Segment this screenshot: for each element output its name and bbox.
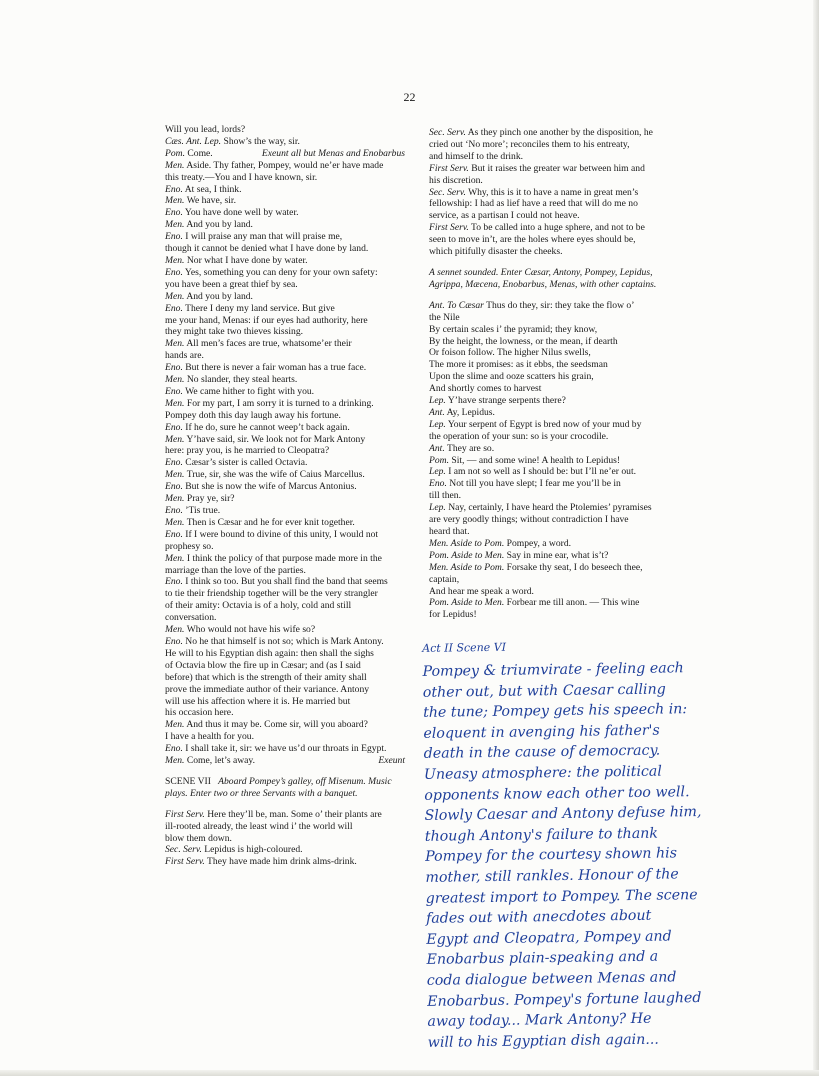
text-line (429, 562, 675, 574)
text-line (165, 398, 405, 410)
line-text: But she is now the wife of Marcus Antonius. (185, 481, 357, 493)
line-text: I will praise any man that will praise me, (185, 231, 343, 243)
line-text: Who would not have his wife so? (186, 624, 316, 636)
handwritten-line: Pompey & triumvirate - feeling each (422, 660, 684, 680)
text-line (429, 336, 675, 348)
speaker-name: First Serv. (165, 856, 205, 868)
line-text: Nay, certainly, I have heard the Ptolemies’ pyramises (448, 502, 652, 514)
speaker-name: Men. (165, 195, 185, 207)
line-text: you have been a great thief by sea. (165, 278, 298, 290)
text-line (165, 541, 405, 553)
text-line (429, 139, 675, 151)
line-text: If I were bound to divine of this unity, I would not (185, 528, 379, 540)
handwritten-note-title: Act II Scene VI (422, 640, 507, 655)
line-text: To be called into a huge sphere, and not to be (471, 222, 645, 234)
text-line (429, 609, 675, 621)
line-text: captain, (429, 573, 460, 585)
text-line (429, 279, 675, 291)
text-line (429, 383, 675, 395)
text-line (429, 550, 675, 562)
line-text: here: pray you, is he married to Cleopatra? (165, 445, 330, 457)
text-line (165, 422, 405, 434)
speaker-name: Eno. (165, 743, 183, 755)
line-text: Your serpent of Egypt is bred now of your mud by (447, 418, 642, 430)
text-line (429, 198, 675, 210)
line-text: which pitifully disaster the cheeks. (429, 246, 563, 258)
speaker-name: Eno. (165, 421, 183, 433)
text-line (165, 172, 405, 184)
text-line (429, 490, 675, 502)
line-text: Or foison follow. The higher Nilus swells, (429, 347, 591, 359)
text-line (429, 324, 675, 336)
stage-direction: To Cæsar (447, 299, 484, 311)
text-line (429, 234, 675, 246)
text-line (165, 136, 405, 148)
handwritten-line: Enobarbus plain-speaking and a (426, 948, 659, 969)
line-text: Will you lead, lords? (165, 124, 246, 135)
speaker-name: First Serv. (165, 808, 205, 820)
text-line (165, 326, 405, 338)
line-text: this treaty.—You and I have known, sir. (165, 171, 318, 183)
handwritten-note-body (422, 658, 702, 1053)
handwritten-line: though Antony's failure to thank (424, 825, 659, 845)
handwritten-line: Pompey for the courtesy shown his (425, 845, 678, 866)
text-line (165, 124, 405, 136)
line-text: till then. (429, 490, 461, 502)
speaker-name: Men. (165, 552, 185, 564)
line-text: There I deny my land service. But give (185, 302, 335, 314)
text-line (165, 776, 405, 788)
line-text: Why, this is it to have a name in great men’s (468, 186, 639, 198)
line-main (165, 148, 213, 160)
text-line (165, 844, 405, 856)
text-line (429, 597, 675, 609)
speaker-name: Men. (165, 719, 185, 731)
speaker-name: Lep. (429, 502, 446, 514)
text-line (165, 303, 405, 315)
text-line (165, 821, 405, 833)
line-text: I am not so well as I should be: but I’ll ne’er out. (448, 466, 637, 478)
line-text: Come. (187, 147, 213, 159)
stage-direction: plays. Enter two or three Servants with a banquet. (165, 787, 358, 799)
text-line (165, 755, 405, 767)
left-text-column (165, 124, 405, 868)
text-line (429, 586, 675, 598)
speaker-name: Ant. (429, 406, 445, 418)
text-line (165, 788, 405, 800)
text-line (165, 612, 405, 624)
text-line (429, 163, 675, 175)
line-text: Aside. Thy father, Pompey, would ne’er have made (186, 159, 384, 171)
handwritten-note (422, 638, 702, 1053)
text-line (429, 300, 675, 312)
text-line (165, 696, 405, 708)
speaker-name: Men. Aside to Pom. (429, 561, 505, 573)
text-line (165, 636, 405, 648)
line-text: will use his affection where it is. He married but (165, 695, 351, 707)
line-text: the operation of your sun: so is your crocodile. (429, 430, 609, 442)
line-text: Yes, something you can deny for your own safety: (184, 266, 378, 278)
line-text: And hear me speak a word. (429, 585, 534, 597)
speaker-name: Eno. (165, 266, 183, 278)
speaker-name: Lep. (429, 466, 446, 478)
line-text: I shall take it, sir: we have us’d our throats in Egypt. (185, 743, 387, 755)
line-text: I think so too. But you shall find the band that seems (185, 576, 388, 588)
speaker-name: Eno. (165, 385, 183, 397)
speaker-name: Men. (165, 290, 185, 302)
speaker-name: Eno. (165, 635, 183, 647)
handwritten-line: away today... Mark Antony? He (427, 1010, 652, 1030)
line-text: But it raises the greater war between him and (471, 162, 645, 174)
line-text: Cæsar’s sister is called Octavia. (185, 457, 308, 469)
spacer (429, 291, 675, 300)
text-line (165, 624, 405, 636)
text-line (165, 553, 405, 565)
line-text: and himself to the drink. (429, 150, 524, 162)
text-line (165, 231, 405, 243)
text-line (165, 588, 405, 600)
line-text: to tie their friendship together will be the very strangler (165, 588, 378, 600)
speaker-name: Men. (165, 469, 185, 481)
line-text: Not till you have slept; I fear me you’ll be in (449, 478, 621, 490)
speaker-name: Eno. (165, 302, 183, 314)
speaker-name: Men. (165, 755, 185, 767)
handwritten-line: opponents know each other too well. (424, 783, 690, 804)
text-line (165, 731, 405, 743)
line-text: his discretion. (429, 174, 483, 186)
line-text: Pompey doth this day laugh away his fortune. (165, 409, 341, 421)
speaker-name: Ant. (429, 442, 445, 454)
spacer (165, 767, 405, 776)
line-text: me your hand, Menas: if our eyes had authority, here (165, 314, 368, 326)
text-line (165, 743, 405, 755)
speaker-name: Pom. Aside to Men. (429, 549, 505, 561)
speaker-name: Men. (165, 219, 185, 231)
line-text: SCENE VII (165, 775, 211, 787)
handwritten-line: death in the cause of democracy. (423, 742, 661, 763)
speaker-name: Pom. (429, 454, 449, 466)
stage-direction: Exeunt (378, 755, 405, 767)
text-line (165, 707, 405, 719)
line-text: the Nile (429, 311, 460, 323)
text-line (429, 455, 675, 467)
line-text: Upon the slime and ooze scatters his grain, (429, 371, 594, 383)
handwritten-line: greatest import to Pompey. The scene (425, 886, 698, 907)
text-line (165, 481, 405, 493)
line-text: No slander, they steal hearts. (186, 374, 298, 386)
speaker-name: Sec. Serv. (429, 127, 466, 138)
text-line (165, 672, 405, 684)
text-line (165, 184, 405, 196)
handwritten-line: fades out with anecdotes about (425, 907, 652, 928)
speaker-name: Men. (165, 397, 185, 409)
line-text: But there is never a fair woman has a true face. (185, 362, 367, 374)
text-line (429, 175, 675, 187)
speaker-name: Men. (165, 254, 185, 266)
text-line (165, 457, 405, 469)
line-text: And shortly comes to harvest (429, 383, 542, 395)
speaker-name: First Serv. (429, 222, 469, 234)
handwritten-line: coda dialogue between Menas and (426, 969, 677, 989)
line-text: ’Tis true. (185, 505, 221, 516)
handwritten-line: Uneasy atmosphere: the political (423, 763, 662, 783)
speaker-name: Men. (165, 374, 185, 386)
line-text: prove the immediate author of their variance. Antony (165, 683, 370, 695)
handwritten-line: mother, still rankles. Honour of the (425, 866, 679, 886)
line-text: We came hither to fight with you. (185, 385, 315, 397)
text-line (429, 359, 675, 371)
line-text: Sit, — and some wine! A health to Lepidus! (451, 454, 621, 466)
handwritten-line: Egypt and Cleopatra, Pompey and (426, 928, 672, 948)
text-line (165, 517, 405, 529)
line-text: Pompey, a word. (506, 537, 572, 549)
line-text: his occasion here. (165, 707, 234, 719)
text-line (429, 574, 675, 586)
speaker-name: Lep. (429, 418, 446, 430)
line-text: And you by land. (186, 219, 253, 231)
line-text: You have done well by water. (184, 207, 299, 219)
speaker-name: Men. (165, 516, 185, 528)
handwritten-line: Slowly Caesar and Antony defuse him, (424, 804, 702, 825)
text-line (165, 410, 405, 422)
line-text: Ay, Lepidus. (446, 406, 495, 418)
line-text: If he do, sure he cannot weep’t back again. (185, 421, 350, 433)
text-line (429, 312, 675, 324)
text-line (165, 267, 405, 279)
speaker-name: Eno. (165, 505, 183, 516)
speaker-name: Eno. (165, 231, 183, 243)
line-text: He will to his Egyptian dish again: then shall the sighs (165, 647, 374, 659)
text-line (165, 684, 405, 696)
speaker-name: Men. (165, 624, 185, 636)
handwritten-line: eloquent in avenging his father's (423, 722, 660, 742)
line-text: blow them down. (165, 832, 232, 844)
line-text: And you by land. (186, 290, 253, 302)
line-text: And thus it may be. Come sir, will you aboard? (186, 719, 368, 731)
line-text: heard that. (429, 526, 470, 537)
speaker-name: Eno. (165, 457, 183, 469)
text-line (165, 719, 405, 731)
text-line (165, 338, 405, 350)
text-line (165, 833, 405, 845)
line-text: I have a health for you. (165, 731, 254, 743)
text-line (165, 160, 405, 172)
line-text: for Lepidus! (429, 609, 477, 621)
text-line (165, 243, 405, 255)
speaker-name: Men. (165, 338, 185, 350)
spacer (429, 258, 675, 267)
text-line (165, 207, 405, 219)
speaker-name: Eno. (165, 481, 183, 493)
line-text: The more it promises: as it ebbs, the seedsman (429, 359, 608, 371)
line-text: ill-rooted already, the least wind i’ the world will (165, 820, 353, 832)
line-text: before) that which is the strength of their amity shall (165, 671, 367, 683)
line-text: By the height, the lowness, or the mean, if dearth (429, 335, 618, 347)
line-text: service, as a partisan I could not heave. (429, 210, 580, 222)
line-text: By certain scales i’ the pyramid; they know, (429, 323, 598, 335)
text-line (429, 395, 675, 407)
text-line (165, 856, 405, 868)
text-line (165, 374, 405, 386)
line-text: Forbear me till anon. — This wine (506, 597, 640, 609)
text-line (165, 660, 405, 672)
line-text: Nor what I have done by water. (186, 254, 308, 266)
speaker-name: Eno. (165, 183, 183, 195)
text-line (429, 407, 675, 419)
text-line (165, 291, 405, 303)
speaker-name: Lep. (429, 395, 446, 407)
speaker-name: Eno. (165, 576, 183, 588)
line-text: Y’have said, sir. We look not for Mark Antony (186, 433, 366, 445)
speaker-name: Sec. Serv. (165, 844, 202, 856)
line-text: Then is Cæsar and he for ever knit together. (186, 516, 355, 528)
line-text: of Octavia blow the fire up in Cæsar; and (as I said (165, 659, 361, 671)
line-text: Show’s the way, sir. (223, 135, 300, 147)
text-line (165, 809, 405, 821)
text-line (165, 529, 405, 541)
text-line (165, 600, 405, 612)
text-line (165, 279, 405, 291)
line-text: seen to move in’t, are the holes where eyes should be, (429, 234, 636, 246)
text-line (429, 538, 675, 550)
page-edge (813, 0, 819, 1076)
stage-direction: Aboard Pompey’s galley, off Misenum. Music (218, 775, 392, 787)
text-line (429, 419, 675, 431)
speaker-name: Ant. (429, 299, 445, 311)
text-line (165, 505, 405, 517)
text-line (429, 222, 675, 234)
line-text: conversation. (165, 612, 217, 624)
speaker-name: Eno. (165, 528, 183, 540)
text-line (429, 127, 675, 139)
speaker-name: First Serv. (429, 162, 469, 174)
line-text: All men’s faces are true, whatsome’er their (186, 338, 352, 350)
text-line (165, 148, 405, 160)
text-line (165, 493, 405, 505)
stage-direction: Exeunt all but Menas and Enobarbus (261, 147, 405, 159)
line-text: Thus do they, sir: they take the flow o’ (486, 299, 635, 311)
text-line (165, 565, 405, 577)
line-text: At sea, I think. (184, 183, 242, 195)
line-text: They are so. (446, 442, 495, 454)
text-line (429, 502, 675, 514)
line-text: As they pinch one another by the disposition, he (467, 127, 653, 138)
line-text: No he that himself is not so; which is Mark Antony. (185, 635, 384, 647)
speaker-name: Men. (165, 433, 185, 445)
line-text: They have made him drink alms-drink. (207, 856, 357, 868)
line-text: of their amity: Octavia is of a holy, cold and still (165, 600, 352, 612)
line-text: fellowship: I had as lief have a reed that will do me no (429, 198, 638, 210)
speaker-name: Men. (165, 159, 185, 171)
line-text: Forsake thy seat, I do beseech thee, (506, 561, 643, 573)
handwritten-line: Enobarbus. Pompey's fortune laughed (427, 989, 702, 1010)
handwritten-line: the tune; Pompey gets his speech in: (423, 701, 688, 722)
line-main (165, 755, 255, 767)
text-line (165, 350, 405, 362)
line-text: I think the policy of that purpose made more in the (186, 552, 382, 564)
line-text: Lepidus is high-coloured. (204, 844, 303, 856)
speaker-name: Eno. (429, 478, 447, 490)
line-text: We have, sir. (186, 195, 236, 207)
stage-direction: A sennet sounded. Enter Cæsar, Antony, Pompey, Lepidus, (429, 266, 653, 278)
line-text: hands are. (165, 350, 204, 362)
line-text: though it cannot be denied what I have done by land. (165, 243, 369, 255)
line-text: Pray ye, sir? (186, 493, 235, 505)
line-text: Come, let’s away. (186, 755, 255, 767)
text-line (429, 526, 675, 538)
stage-direction: Agrippa, Mæcena, Enobarbus, Menas, with other captains. (429, 278, 657, 290)
line-text: Here they’ll be, man. Some o’ their plants are (207, 808, 382, 820)
line-text: prophesy so. (165, 540, 214, 552)
speaker-name: Sec. Serv. (429, 186, 466, 198)
text-line (165, 255, 405, 267)
spacer (165, 800, 405, 809)
speaker-name: Pom. Aside to Men. (429, 597, 505, 609)
speaker-name: Men. (165, 493, 185, 505)
line-text: are very goodly things; without contradiction I have (429, 514, 629, 526)
line-text: marriage than the love of the parties. (165, 564, 306, 576)
speaker-name: Eno. (165, 207, 183, 219)
text-line (429, 371, 675, 383)
line-text: Say in mine ear, what is’t? (506, 549, 609, 561)
page-edge-bottom (0, 1070, 819, 1076)
text-line (429, 151, 675, 163)
text-line (429, 210, 675, 222)
text-line (429, 466, 675, 478)
text-line (429, 443, 675, 455)
text-line (165, 434, 405, 446)
text-line (429, 431, 675, 443)
text-line (429, 246, 675, 258)
line-text: True, sir, she was the wife of Caius Marcellus. (186, 469, 365, 481)
text-line (429, 514, 675, 526)
text-line (165, 315, 405, 327)
text-line (165, 219, 405, 231)
text-line (429, 478, 675, 490)
line-text: they might take two thieves kissing. (165, 326, 304, 338)
text-line (165, 362, 405, 374)
text-line (165, 469, 405, 481)
speaker-name: Men. Aside to Pom. (429, 537, 505, 549)
text-line (429, 267, 675, 279)
text-line (429, 347, 675, 359)
right-text-column (429, 127, 675, 621)
speaker-name: Eno. (165, 362, 183, 374)
text-line (165, 195, 405, 207)
handwritten-line: other out, but with Caesar calling (422, 681, 666, 701)
text-line (165, 386, 405, 398)
text-line (165, 576, 405, 588)
line-text: cried out ‘No more’; reconciles them to his entreaty, (429, 138, 630, 150)
text-line (165, 648, 405, 660)
page-number: 22 (403, 90, 416, 104)
line-text: Y’have strange serpents there? (447, 395, 566, 407)
handwritten-line: will to his Egyptian dish again... (427, 1031, 659, 1051)
speaker-name: Cæs. Ant. Lep. (165, 135, 222, 147)
speaker-name: Pom. (165, 147, 185, 159)
text-line (165, 445, 405, 457)
line-text: For my part, I am sorry it is turned to a drinking. (186, 397, 374, 409)
text-line (429, 187, 675, 199)
